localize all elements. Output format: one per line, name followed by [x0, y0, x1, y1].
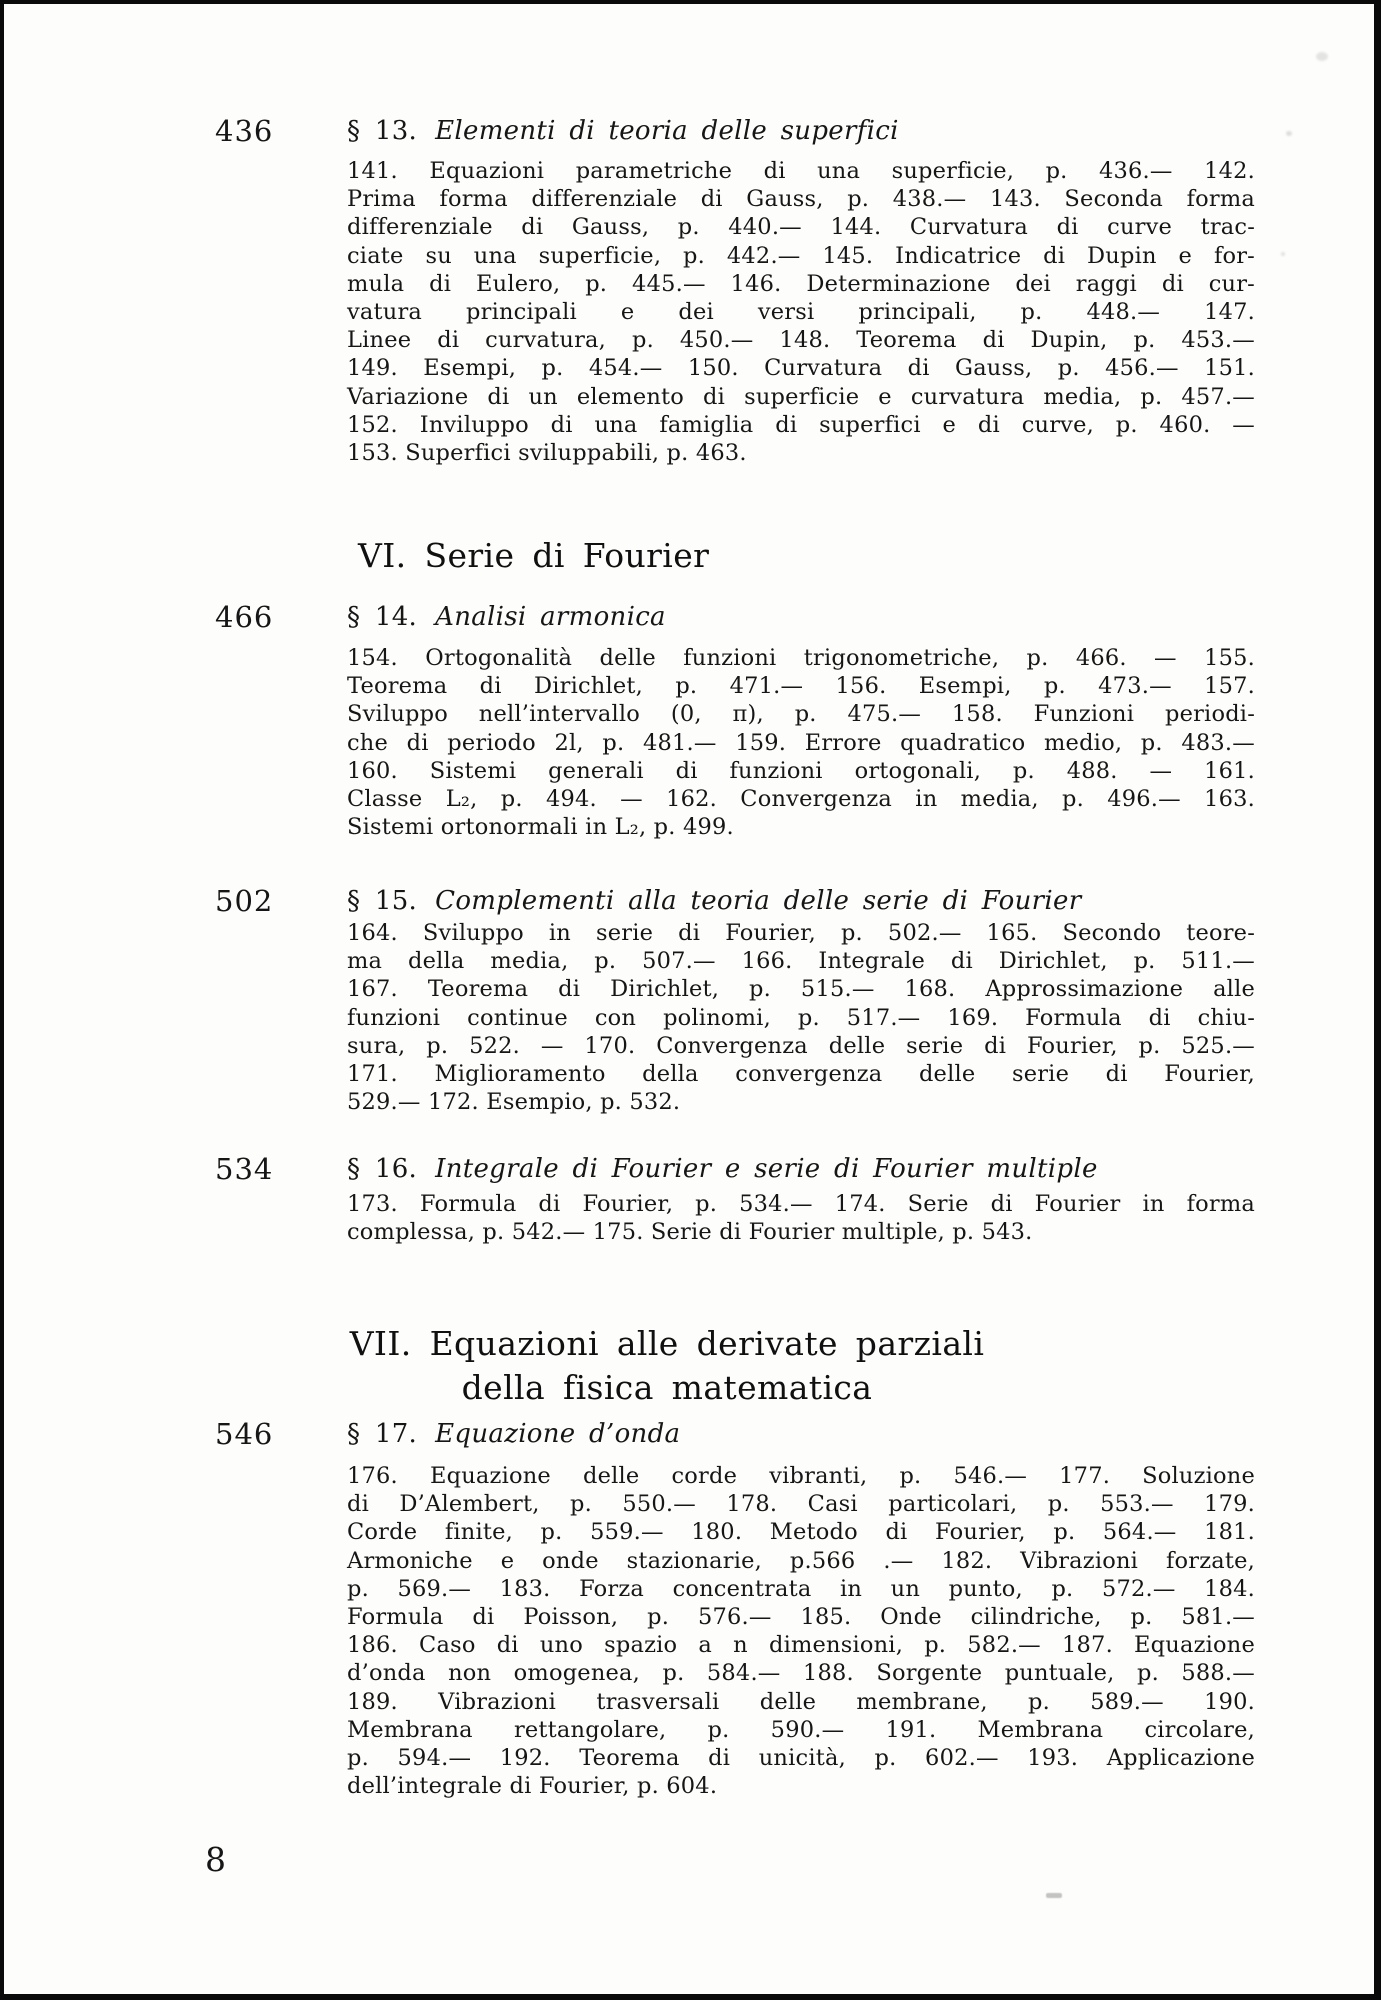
toc-entry-line: 167. Teorema di Dirichlet, p. 515.— 168. Approssimazione alle: [347, 976, 1255, 1003]
toc-entry-line: Sviluppo nell’intervallo (0, π), p. 475.— 158. Funzioni periodi-: [347, 701, 1255, 728]
section-heading: [347, 1154, 1277, 1184]
section-heading-title: Analisi armonica: [435, 602, 666, 632]
toc-entry-line: Sistemi ortonormali in L₂, p. 499.: [347, 814, 734, 841]
toc-entry-line: 171. Miglioramento della convergenza delle serie di Fourier,: [347, 1061, 1255, 1088]
toc-entry-line: d’onda non omogenea, p. 584.— 188. Sorgente puntuale, p. 588.—: [347, 1660, 1255, 1687]
section-heading-number: § 16.: [347, 1154, 418, 1184]
scan-artifact: [1286, 131, 1292, 136]
margin-page-number: 502: [215, 884, 274, 918]
chapter-heading-ch7: [347, 1322, 987, 1410]
section-heading-number: § 14.: [347, 602, 418, 632]
toc-entry-line: 153. Superfici sviluppabili, p. 463.: [347, 440, 747, 467]
section-heading-number: § 17.: [347, 1419, 418, 1449]
toc-entry-line: ciate su una superficie, p. 442.— 145. Indicatrice di Dupin e for-: [347, 242, 1255, 269]
toc-entries: [347, 1462, 1255, 1800]
toc-entry-line: vatura principali e dei versi principali, p. 448.— 147.: [347, 299, 1255, 326]
margin-page-number: 466: [215, 600, 274, 634]
toc-entry-line: complessa, p. 542.— 175. Serie di Fourier multiple, p. 543.: [347, 1219, 1033, 1246]
toc-entry-line: Membrana rettangolare, p. 590.— 191. Membrana circolare,: [347, 1716, 1255, 1743]
toc-entry-line: Armoniche e onde stazionarie, p.566 .— 182. Vibrazioni forzate,: [347, 1547, 1255, 1574]
chapter-heading-line: VI. Serie di Fourier: [358, 536, 710, 575]
margin-page-number: 546: [215, 1417, 274, 1451]
toc-entry-line: Formula di Poisson, p. 576.— 185. Onde cilindriche, p. 581.—: [347, 1604, 1255, 1631]
section-heading-number: § 13.: [347, 116, 418, 146]
chapter-heading-line: della fisica matematica: [461, 1368, 873, 1407]
toc-entries: [347, 1190, 1255, 1246]
toc-entries: [347, 644, 1255, 841]
chapter-heading-ch6: [347, 534, 998, 578]
toc-entry-line: 152. Inviluppo di una famiglia di superfici e di curve, p. 460. —: [347, 411, 1255, 438]
toc-entry-line: 149. Esempi, p. 454.— 150. Curvatura di Gauss, p. 456.— 151.: [347, 355, 1255, 382]
scan-artifact: [1046, 1893, 1062, 1898]
toc-entry-line: funzioni continue con polinomi, p. 517.— 169. Formula di chiu-: [347, 1004, 1255, 1031]
toc-entry-line: 529.— 172. Esempio, p. 532.: [347, 1089, 681, 1116]
toc-entry-line: 154. Ortogonalità delle funzioni trigonometriche, p. 466. — 155.: [347, 645, 1255, 671]
section-heading: [347, 886, 1277, 916]
toc-entry-line: Classe L₂, p. 494. — 162. Convergenza in media, p. 496.— 163.: [347, 786, 1255, 813]
toc-entry-line: di D’Alembert, p. 550.— 178. Casi particolari, p. 553.— 179.: [347, 1491, 1255, 1518]
scan-artifact: [1316, 52, 1328, 61]
toc-entry-line: che di periodo 2l, p. 481.— 159. Errore quadratico medio, p. 483.—: [347, 729, 1255, 756]
chapter-heading-line: VII. Equazioni alle derivate parziali: [349, 1324, 985, 1363]
toc-entry-line: p. 569.— 183. Forza concentrata in un punto, p. 572.— 184.: [347, 1575, 1255, 1602]
toc-entry-line: sura, p. 522. — 170. Convergenza delle serie di Fourier, p. 525.—: [347, 1032, 1255, 1059]
toc-entry-line: Teorema di Dirichlet, p. 471.— 156. Esempi, p. 473.— 157.: [347, 673, 1255, 700]
margin-page-number: 534: [215, 1152, 274, 1186]
toc-entry-line: differenziale di Gauss, p. 440.— 144. Curvatura di curve trac-: [347, 214, 1255, 241]
toc-entry-line: 186. Caso di uno spazio a n dimensioni, p. 582.— 187. Equazione: [347, 1632, 1255, 1659]
toc-entry-line: Corde finite, p. 559.— 180. Metodo di Fourier, p. 564.— 181.: [347, 1519, 1255, 1546]
section-heading: [347, 116, 1277, 146]
toc-entries: [347, 157, 1255, 467]
toc-entry-line: 189. Vibrazioni trasversali delle membrane, p. 589.— 190.: [347, 1688, 1255, 1715]
toc-entry-line: 160. Sistemi generali di funzioni ortogonali, p. 488. — 161.: [347, 757, 1255, 784]
toc-entry-line: p. 594.— 192. Teorema di unicità, p. 602.— 193. Applicazione: [347, 1745, 1255, 1772]
section-heading-number: § 15.: [347, 886, 418, 916]
section-heading-title: Complementi alla teoria delle serie di Fourier: [435, 886, 1082, 916]
toc-entry-line: 164. Sviluppo in serie di Fourier, p. 502.— 165. Secondo teore-: [347, 920, 1255, 946]
toc-entry-line: dell’integrale di Fourier, p. 604.: [347, 1773, 718, 1800]
scan-artifact: [1281, 252, 1285, 256]
section-heading-title: Integrale di Fourier e serie di Fourier multiple: [435, 1154, 1098, 1184]
section-heading-title: Equazione d’onda: [435, 1419, 681, 1449]
toc-entry-line: mula di Eulero, p. 445.— 146. Determinazione dei raggi di cur-: [347, 270, 1255, 297]
toc-entry-line: ma della media, p. 507.— 166. Integrale di Dirichlet, p. 511.—: [347, 948, 1255, 975]
section-heading-title: Elementi di teoria delle superfici: [435, 116, 899, 146]
toc-entries: [347, 919, 1255, 1116]
page-number: 8: [205, 1840, 226, 1879]
toc-entry-line: 173. Formula di Fourier, p. 534.— 174. Serie di Fourier in forma: [347, 1191, 1255, 1217]
toc-entry-line: 141. Equazioni parametriche di una superficie, p. 436.— 142.: [347, 158, 1255, 184]
toc-entry-line: Prima forma differenziale di Gauss, p. 438.— 143. Seconda forma: [347, 186, 1255, 213]
margin-page-number: 436: [215, 114, 274, 148]
section-heading: [347, 1419, 1277, 1449]
toc-entry-line: Linee di curvatura, p. 450.— 148. Teorema di Dupin, p. 453.—: [347, 327, 1255, 354]
toc-entry-line: Variazione di un elemento di superficie e curvatura media, p. 457.—: [347, 383, 1255, 410]
toc-entry-line: 176. Equazione delle corde vibranti, p. 546.— 177. Soluzione: [347, 1463, 1255, 1489]
section-heading: [347, 602, 1277, 632]
